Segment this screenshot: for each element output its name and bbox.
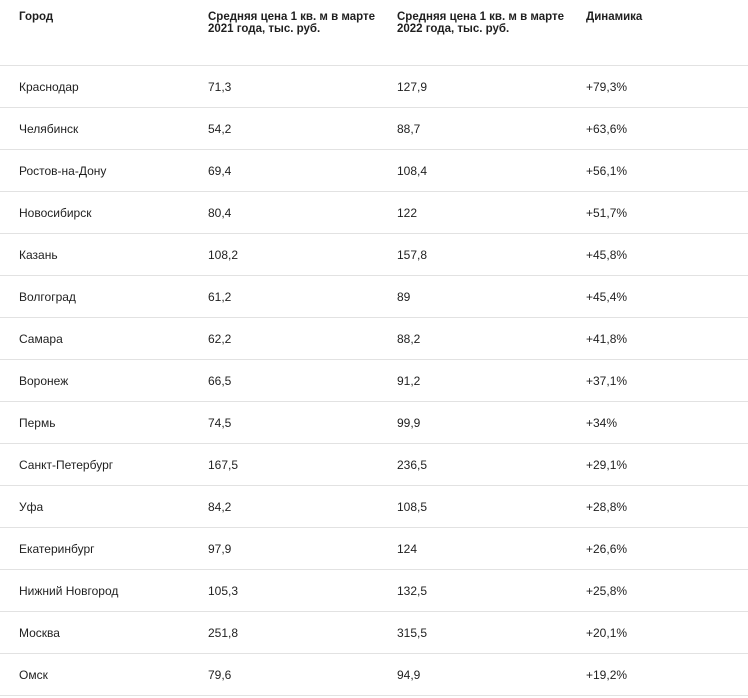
header-city: Город: [19, 11, 54, 23]
table-row: [0, 570, 748, 612]
cell-dynamics: +20,1%: [586, 625, 628, 640]
cell-price-2022: 108,4: [397, 163, 428, 178]
cell-dynamics: +29,1%: [586, 457, 628, 472]
cell-price-2022: 127,9: [397, 79, 428, 94]
cell-dynamics: +79,3%: [586, 79, 628, 94]
table-row: [0, 66, 748, 108]
cell-city: Самара: [19, 331, 63, 346]
table-row: [0, 234, 748, 276]
table-row: [0, 612, 748, 654]
table-row: [0, 654, 748, 696]
table-row: [0, 276, 748, 318]
cell-price-2022: 315,5: [397, 625, 428, 640]
cell-price-2021: 84,2: [208, 499, 232, 514]
cell-city: Казань: [19, 247, 58, 262]
cell-dynamics: +26,6%: [586, 541, 628, 556]
table-row: [0, 486, 748, 528]
cell-price-2021: 167,5: [208, 457, 239, 472]
cell-price-2022: 88,7: [397, 121, 421, 136]
cell-price-2021: 108,2: [208, 247, 239, 262]
cell-dynamics: +28,8%: [586, 499, 628, 514]
cell-city: Нижний Новгород: [19, 583, 119, 598]
cell-dynamics: +63,6%: [586, 121, 628, 136]
cell-city: Челябинск: [19, 121, 79, 136]
table-row: [0, 402, 748, 444]
table-body: [0, 66, 748, 696]
cell-dynamics: +56,1%: [586, 163, 628, 178]
cell-dynamics: +41,8%: [586, 331, 628, 346]
cell-price-2021: 54,2: [208, 121, 232, 136]
cell-city: Екатеринбург: [19, 541, 95, 556]
table-header-row: [0, 0, 748, 66]
cell-price-2022: 88,2: [397, 331, 421, 346]
table-row: [0, 528, 748, 570]
cell-price-2021: 62,2: [208, 331, 232, 346]
cell-price-2021: 97,9: [208, 541, 232, 556]
cell-city: Ростов-на-Дону: [19, 163, 107, 178]
cell-dynamics: +45,4%: [586, 289, 628, 304]
table-row: [0, 444, 748, 486]
table-row: [0, 108, 748, 150]
cell-price-2021: 79,6: [208, 667, 232, 682]
header-price-2022: Средняя цена 1 кв. м в марте 2022 года, тыс. руб.: [397, 11, 565, 35]
cell-price-2021: 80,4: [208, 205, 232, 220]
cell-city: Волгоград: [19, 289, 76, 304]
table-row: [0, 192, 748, 234]
cell-price-2022: 122: [397, 205, 418, 220]
cell-city: Пермь: [19, 415, 56, 430]
cell-price-2022: 89: [397, 289, 411, 304]
cell-price-2021: 69,4: [208, 163, 232, 178]
cell-price-2021: 61,2: [208, 289, 232, 304]
table-row: [0, 150, 748, 192]
cell-price-2022: 94,9: [397, 667, 421, 682]
cell-price-2021: 71,3: [208, 79, 232, 94]
cell-price-2022: 124: [397, 541, 418, 556]
header-price-2021: Средняя цена 1 кв. м в марте 2021 года, тыс. руб.: [208, 11, 376, 35]
table-row: [0, 318, 748, 360]
header-dynamics: Динамика: [586, 11, 643, 23]
cell-price-2021: 105,3: [208, 583, 239, 598]
cell-city: Новосибирск: [19, 205, 92, 220]
cell-city: Омск: [19, 667, 48, 682]
cell-price-2022: 91,2: [397, 373, 421, 388]
cell-city: Санкт-Петербург: [19, 457, 114, 472]
cell-price-2022: 99,9: [397, 415, 421, 430]
cell-dynamics: +45,8%: [586, 247, 628, 262]
cell-dynamics: +25,8%: [586, 583, 628, 598]
cell-dynamics: +19,2%: [586, 667, 628, 682]
table-row: [0, 360, 748, 402]
cell-dynamics: +51,7%: [586, 205, 628, 220]
cell-price-2021: 74,5: [208, 415, 232, 430]
cell-price-2021: 66,5: [208, 373, 232, 388]
cell-dynamics: +34%: [586, 415, 618, 430]
cell-city: Москва: [19, 625, 60, 640]
cell-dynamics: +37,1%: [586, 373, 628, 388]
cell-price-2022: 108,5: [397, 499, 428, 514]
cell-city: Краснодар: [19, 79, 79, 94]
cell-price-2021: 251,8: [208, 625, 239, 640]
cell-city: Воронеж: [19, 373, 69, 388]
cell-price-2022: 132,5: [397, 583, 428, 598]
cell-city: Уфа: [19, 499, 44, 514]
cell-price-2022: 157,8: [397, 247, 428, 262]
cell-price-2022: 236,5: [397, 457, 428, 472]
